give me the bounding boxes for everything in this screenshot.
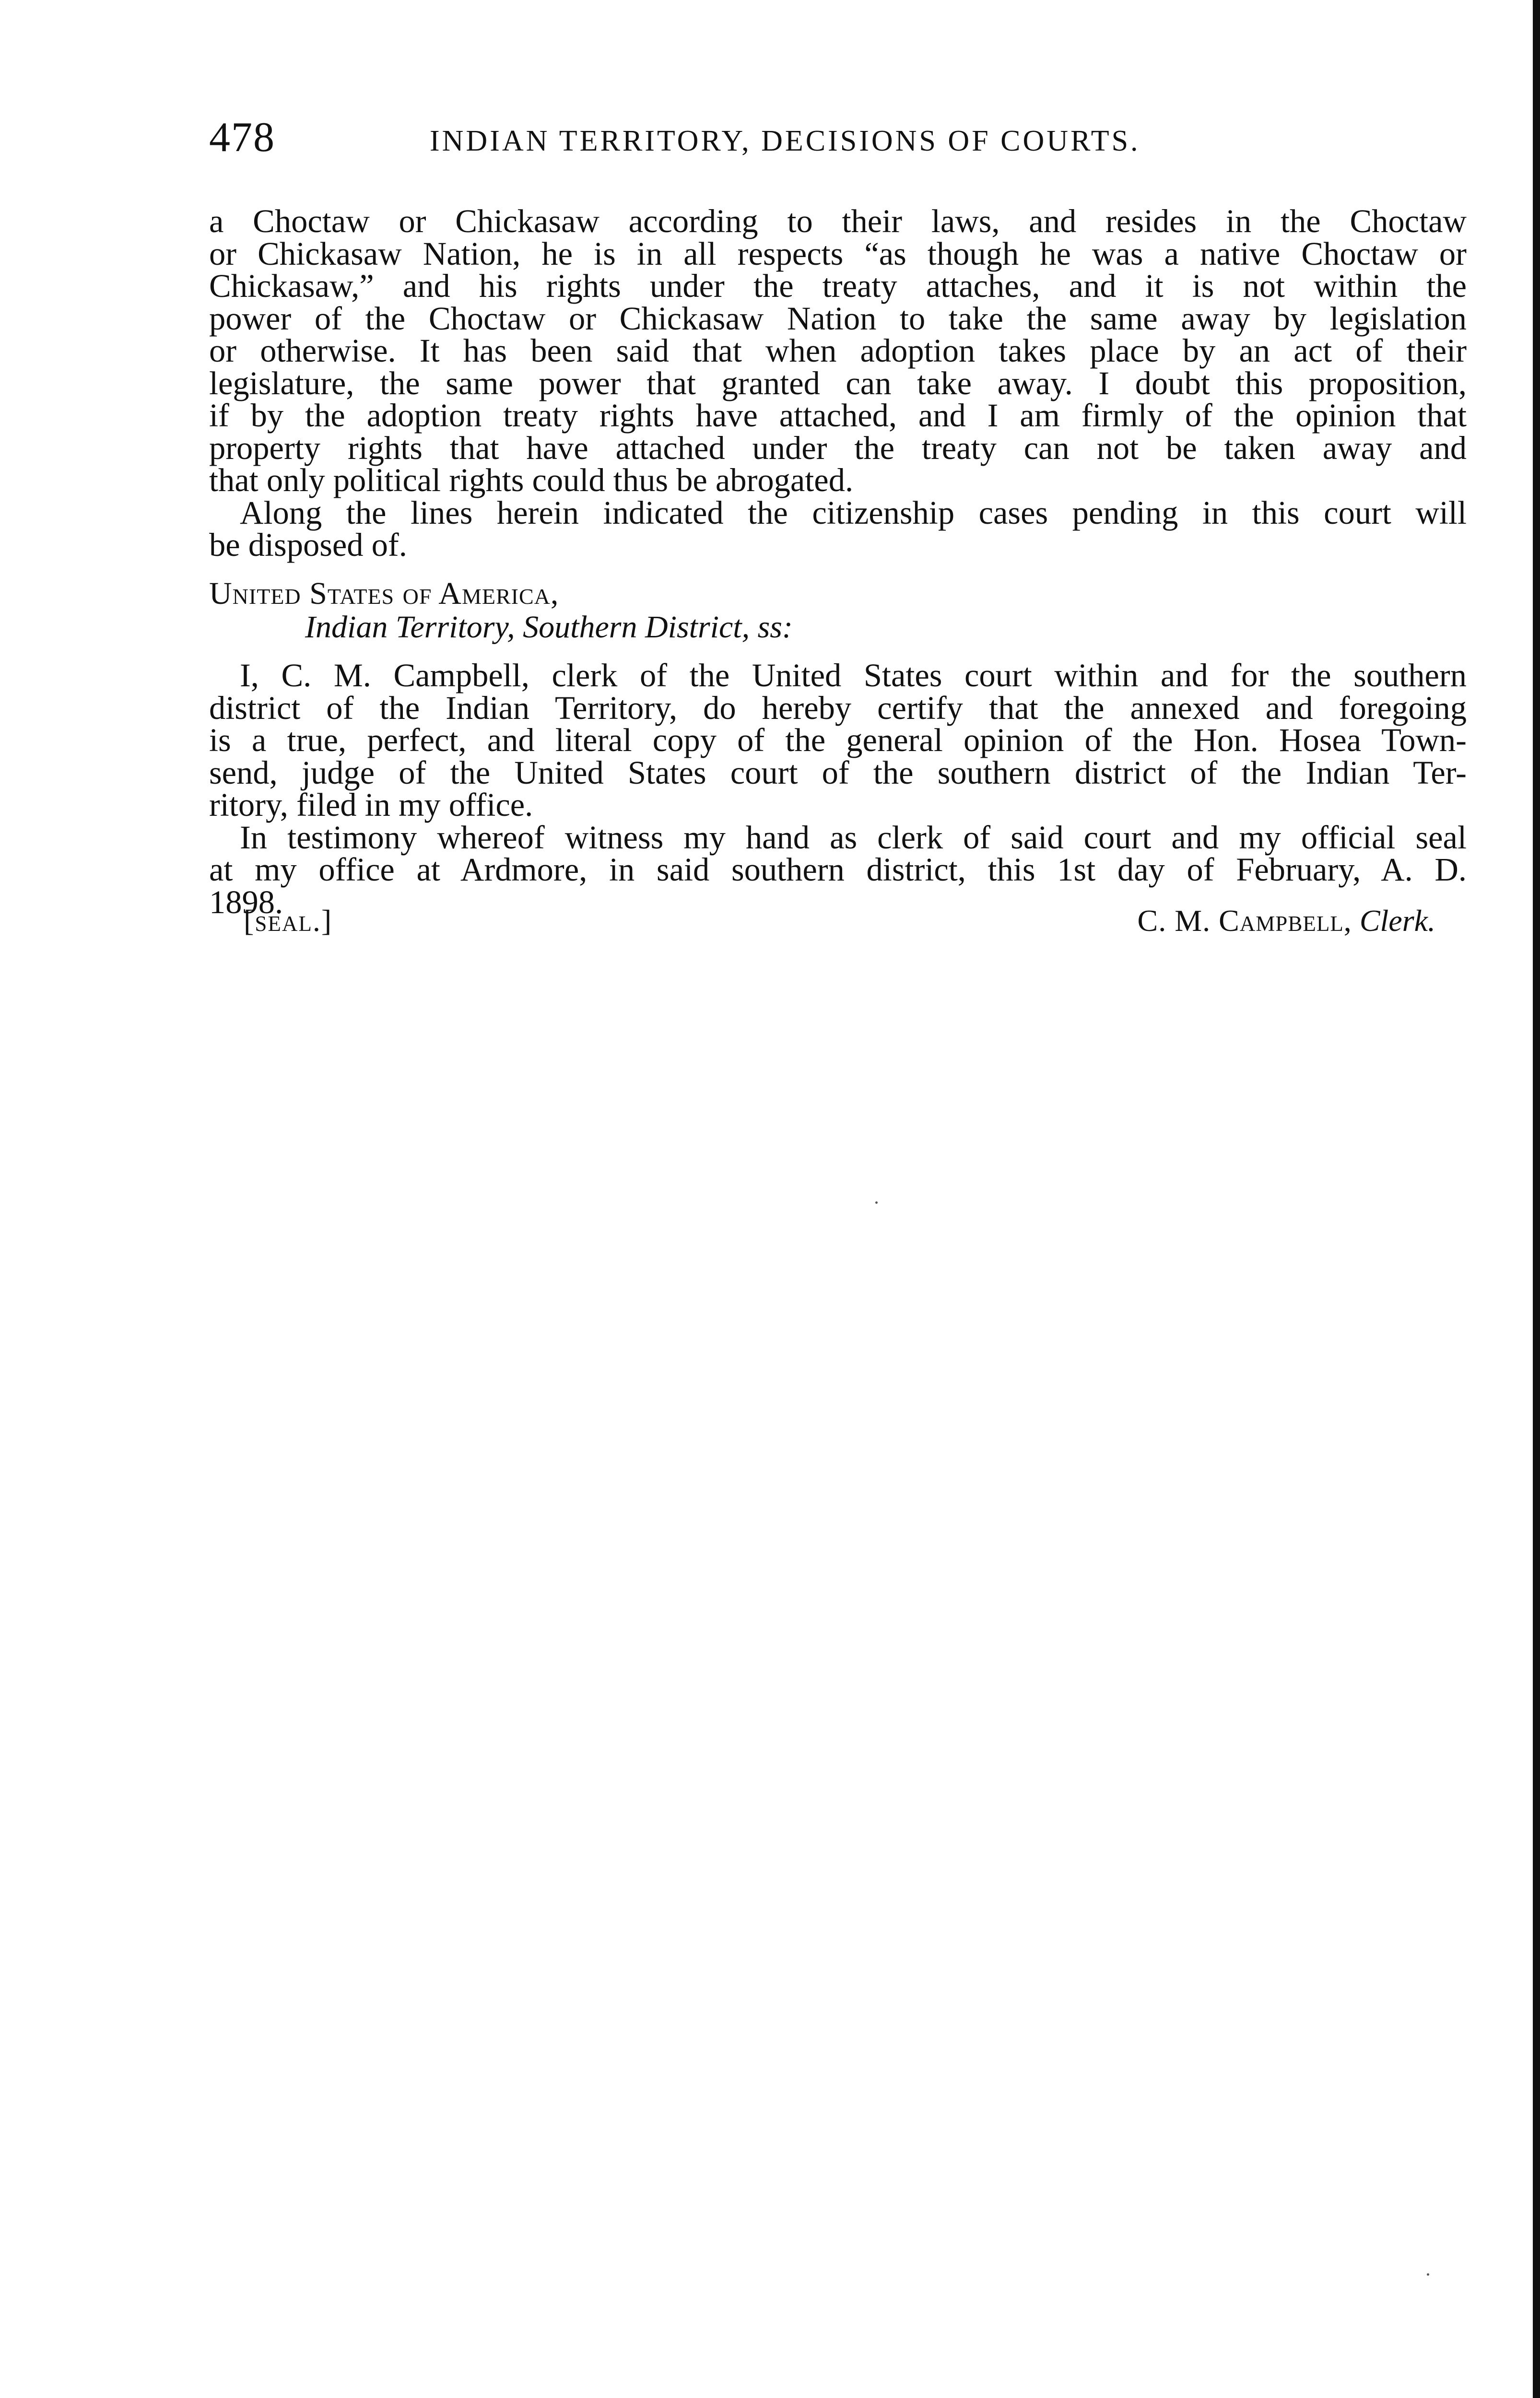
text-line: or Chickasaw Nation, he is in all respects “as though he was a native Choctaw or	[209, 235, 1467, 272]
text-line: send, judge of the United States court of the southern district of the Indian Ter-	[209, 754, 1467, 791]
clerk-signature	[1138, 902, 1435, 940]
page-number: 478	[209, 114, 275, 161]
text-line: is a true, perfect, and literal copy of the general opinion of the Hon. Hosea Town-	[209, 722, 1467, 758]
paper-speck	[1427, 2273, 1429, 2276]
opinion-paragraph-1	[209, 205, 1467, 497]
certificate-caption	[209, 578, 1467, 643]
text-line: that only political rights could thus be abrogated.	[209, 462, 854, 498]
running-head: INDIAN TERRITORY, DECISIONS OF COURTS.	[430, 125, 1140, 157]
text-line: Along the lines herein indicated the citizenship cases pending in this court will	[240, 494, 1467, 531]
caption-country: United States of America,	[209, 576, 559, 611]
text-line: a Choctaw or Chickasaw according to their laws, and resides in the Choctaw	[209, 203, 1467, 239]
text-line: or otherwise. It has been said that when adoption takes place by an act of their	[209, 332, 1467, 369]
certificate-paragraph-1	[209, 659, 1467, 822]
text-line: ritory, filed in my office.	[209, 787, 533, 823]
paper-speck	[875, 1201, 878, 1204]
caption-venue: Indian Territory, Southern District, ss:	[305, 610, 793, 645]
text-line: at my office at Ardmore, in said southern district, this 1st day of February, A. D.	[209, 851, 1467, 888]
text-line: In testimony whereof witness my hand as clerk of said court and my official seal	[240, 819, 1467, 856]
text-line: I, C. M. Campbell, clerk of the United States court within and for the southern	[240, 657, 1467, 694]
text-line: power of the Choctaw or Chickasaw Nation to take the same away by legislation	[209, 300, 1467, 337]
seal-mark: [seal.]	[244, 904, 333, 938]
signature-row	[209, 902, 1467, 940]
opinion-text	[209, 205, 1467, 562]
text-line: Chickasaw,” and his rights under the treaty attaches, and it is not within the	[209, 268, 1467, 304]
clerk-title: Clerk.	[1359, 904, 1435, 938]
page-header	[209, 111, 1466, 164]
text-line: district of the Indian Territory, do hereby certify that the annexed and foregoing	[209, 689, 1467, 726]
opinion-paragraph-2	[209, 494, 1467, 563]
certificate-text	[209, 659, 1467, 918]
text-line: if by the adoption treaty rights have attached, and I am firmly of the opinion that	[209, 397, 1467, 434]
page-edge-shadow	[1533, 0, 1540, 2398]
text-line: be disposed of.	[209, 527, 407, 563]
text-line: property rights that have attached under the treaty can not be taken away and	[209, 429, 1467, 466]
text-line: legislature, the same power that granted can take away. I doubt this proposition,	[209, 364, 1467, 401]
text-line: 1898.	[209, 883, 283, 920]
clerk-name: C. M. Campbell,	[1137, 904, 1352, 938]
